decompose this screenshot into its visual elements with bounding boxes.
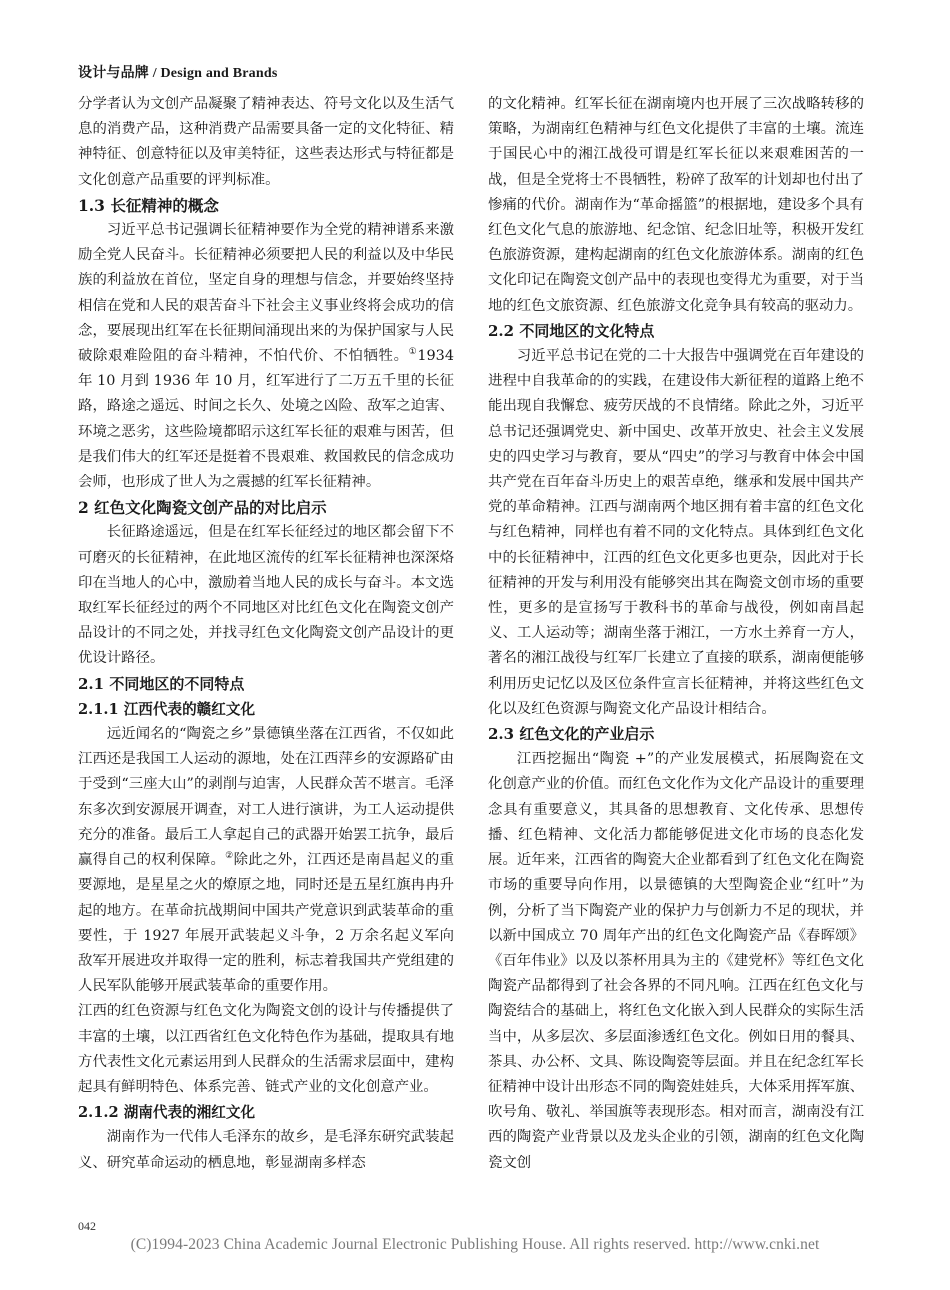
copyright-footer: (C)1994-2023 China Academic Journal Electronic Publishing House. All rights reserved. http://www.cnki.net (130, 1236, 820, 1253)
section-heading-2-1-2: 2.1.2 湖南代表的湘红文化 (78, 1104, 256, 1122)
paragraph: 的文化精神。红军长征在湖南境内也开展了三次战略转移的策略，为湖南红色精神与红色文化提供了丰富的土壤。流连于国民心中的湘江战役可谓是红军长征以来艰难困苦的一战，但是全党将士不畏牺牲，粉碎了敌军的计划却也付出了惨痛的代价。湖南作为“革命摇篮”的根据地，建设多个具有红色文化气息的旅游地、纪念馆、纪念旧址等，积极开发红色旅游资源，建构起湖南的红色文化旅游体系。湖南的红色文化印记在陶瓷文创产品中的表现也变得尤为重要，对于当地的红色文旅资源、红色旅游文化竞争具有较高的驱动力。 (488, 96, 864, 314)
page-number: 042 (78, 1219, 96, 1233)
paragraph: 长征路途遥远，但是在红军长征经过的地区都会留下不可磨灭的长征精神，在此地区流传的红军长征精神也深深烙印在当地人的心中，激励着当地人民的成长与奋斗。本文选取红军长征经过的两个不同地区对比红色文化在陶瓷文创产品设计的不同之处，并找寻红色文化陶瓷文创产品设计的更优设计路径。 (78, 524, 454, 667)
section-heading-2-1-1: 2.1.1 江西代表的赣红文化 (78, 700, 256, 718)
paragraph: 江西挖掘出“陶瓷 +”的产业发展模式，拓展陶瓷在文化创意产业的价值。而红色文化作为文化产品设计的重要理念具有重要意义，其具备的思想教育、文化传承、思想传播、红色精神、文化活力都能够促进文化市场的良态化发展。近年来，江西省的陶瓷大企业都看到了红色文化在陶瓷市场的重要导向作用，以景德镇的大型陶瓷企业“红叶”为例，分析了当下陶瓷产业的保护力与创新力不足的现状，并以新中国成立 70 周年产出的红色文化陶瓷产品《春晖颂》《百年伟业》以及以茶杯用具为主的《建党杯》等红色文化陶瓷产品都得到了社会各界的不同凡响。江西在红色文化与陶瓷结合的基础上，将红色文化嵌入到人民群众的实际生活当中，从多层次、多层面渗透红色文化。例如日用的餐具、茶具、办公杯、文具、陈设陶瓷等层面。并且在纪念红军长征精神中设计出形态不同的陶瓷娃娃兵，大体采用挥军旗、吹号角、敬礼、举国旗等表现形态。相对而言，湖南没有江西的陶瓷产业背景以及龙头企业的引领，湖南的红色文化陶瓷文创 (488, 751, 864, 1171)
paragraph: 分学者认为文创产品凝聚了精神表达、符号文化以及生活气息的消费产品，这种消费产品需要具备一定的文化特征、精神特征、创意特征以及审美特征，这些表达形式与特征都是文化创意产品重要的评判标准。 (78, 96, 454, 188)
section-heading-2-3: 2.3 红色文化的产业启示 (488, 725, 655, 744)
paragraph-text: 除此之外，江西还是南昌起义的重要源地，是星星之火的燎原之地，同时还是五星红旗冉冉升起的地方。在革命抗战期间中国共产党意识到武装革命的重要性，于 1927 年展开武装起义斗争，2 万余名起义军向敌军开展进攻并取得一定的胜利，标志着我国共产党组建的人民军队能够开展武装革命的重要作用。 (78, 852, 454, 995)
section-heading-2-2: 2.2 不同地区的文化特点 (488, 321, 655, 340)
paragraph (78, 218, 454, 495)
paragraph: 湖南作为一代伟人毛泽东的故乡，是毛泽东研究武装起义、研究革命运动的栖息地，彰显湖南多样态 (78, 1129, 454, 1171)
footnote-marker[interactable]: ② (225, 851, 234, 862)
section-heading-1-3: 1.3 长征精神的概念 (78, 195, 219, 215)
paragraph: 习近平总书记在党的二十大报告中强调党在百年建设的进程中自我革命的的实践，在建设伟大新征程的道路上绝不能出现自我懈怠、疲劳厌战的不良情绪。除此之外，习近平总书记还强调党史、新中国史、改革开放史、社会主义发展史的四史学习与教育，要从“四史”的学习与教育中体会中国共产党在百年奋斗历史上的艰苦卓绝，继承和发展中国共产党的革命精神。江西与湖南两个地区拥有着丰富的红色文化与红色精神，同样也有着不同的文化特点。具体到红色文化中的长征精神中，江西的红色文化更多也更杂，因此对于长征精神的开发与利用没有能够突出其在陶瓷文创市场的重要性，更多的是宣扬写于教科书的革命与战役，例如南昌起义、工人运动等；湖南坐落于湘江，一方水土养育一方人，著名的湘江战役与红军厂长建立了直接的联系，湖南便能够利用历史记忆以及区位条件宣言长征精神，并将这些红色文化以及红色资源与陶瓷文化产品设计相结合。 (488, 348, 864, 717)
section-heading-2: 2 红色文化陶瓷文创产品的对比启示 (78, 498, 327, 518)
paragraph: 江西的红色资源与红色文化为陶瓷文创的设计与传播提供了丰富的土壤，以江西省红色文化特色作为基础，提取具有地方代表性文化元素运用到人民群众的生活需求层面中，建构起具有鲜明特色、体系完善、链式产业的文化创意产业。 (78, 1003, 454, 1095)
paragraph (78, 722, 454, 999)
section-heading-2-1: 2.1 不同地区的不同特点 (78, 674, 245, 693)
left-column (78, 92, 454, 1176)
footnote-marker[interactable]: ① (408, 347, 418, 358)
paragraph-text: 习近平总书记强调长征精神要作为全党的精神谱系来激励全党人民奋斗。长征精神必须要把人民的利益以及中华民族的利益放在首位，坚定自身的理想与信念，并要始终坚持相信在党和人民的艰苦奋斗下社会主义事业终将会成功的信念，要展现出红军在长征期间涌现出来的为保护国家与人民破除艰难险阻的奋斗精神，不怕代价、不怕牺牲。 (78, 222, 454, 365)
running-head: 设计与品牌 / Design and Brands (78, 66, 278, 81)
paragraph-text: 1934 年 10 月到 1936 年 10 月，红军进行了二万五千里的长征路，路途之遥远、时间之长久、处境之凶险、敌军之迫害、环境之恶劣，这些险境都昭示这红军长征的艰难与困苦，但是我们伟大的红军还是挺着不畏艰难、救国救民的信念成功会师，也形成了世人为之震撼的红军长征精神。 (78, 348, 454, 491)
right-column (488, 92, 864, 1176)
paragraph-text: 远近闻名的“陶瓷之乡”景德镇坐落在江西省，不仅如此江西还是我国工人运动的源地，处在江西萍乡的安源路矿由于受到“三座大山”的剥削与迫害，人民群众苦不堪言。毛泽东多次到安源展开调查，对工人进行演讲，为工人运动提供充分的准备。最后工人拿起自己的武器开始罢工抗争，最后赢得自己的权利保障。 (78, 726, 454, 869)
